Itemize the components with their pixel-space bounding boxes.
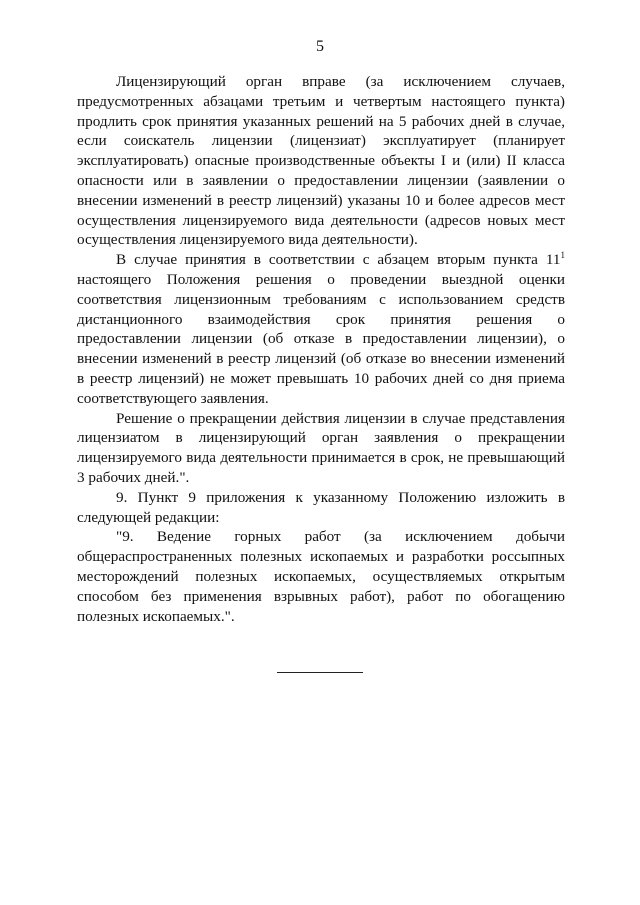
document-body <box>77 72 565 626</box>
paragraph-item-9-amendment: 9. Пункт 9 приложения к указанному Положению изложить в следующей редакции: <box>77 488 565 526</box>
paragraph-license-termination: Решение о прекращении действия лицензии в случае представления лицензиатом в лицензирующий орган заявления о прекращении лицензируемого вида деятельности принимается в срок, не превышающий 3 рабочих дней.". <box>77 409 565 486</box>
paragraph-remote-assessment <box>77 250 565 408</box>
page-number: 5 <box>316 38 324 55</box>
superscript-number: 1 <box>560 250 565 261</box>
paragraph-remote-assessment-start: В случае принятия в соответствии с абзацем вторым пункта 11 <box>116 251 561 269</box>
paragraph-remote-assessment-end: настоящего Положения решения о проведении выездной оценки соответствия лицензионным требованиям с использованием средств дистанционного взаимодействия срок принятия решения о предоставлении лицензии (об отказе в предоставлении лицензии), о внесении изменений в реестр лицензий (об отказе во внесении изменений в реестр лицензий) не может превышать 10 рабочих дней со дня приема соответствующего заявления. <box>77 270 565 407</box>
paragraph-license-extension: Лицензирующий орган вправе (за исключением случаев, предусмотренных абзацами третьим и четвертым настоящего пункта) продлить срок принятия указанных решений на 5 рабочих дней в случае, если соискатель лицензии (лицензиат) эксплуатирует (планирует эксплуатировать) опасные производственные объекты I и (или) II класса опасности или в заявлении о предоставлении лицензии (заявлении о внесении изменений в реестр лицензий) указаны 10 и более адресов мест осуществления лицензируемого вида деятельности (адресов новых мест осуществления лицензируемого вида деятельности). <box>77 73 565 249</box>
end-of-document-rule <box>277 672 363 673</box>
paragraph-item-9-text: "9. Ведение горных работ (за исключением добычи общераспространенных полезных ископаемых и разработки россыпных месторождений полезных ископаемых, осуществляемых открытым способом без применения взрывных работ), работ по обогащению полезных ископаемых.". <box>77 528 565 625</box>
